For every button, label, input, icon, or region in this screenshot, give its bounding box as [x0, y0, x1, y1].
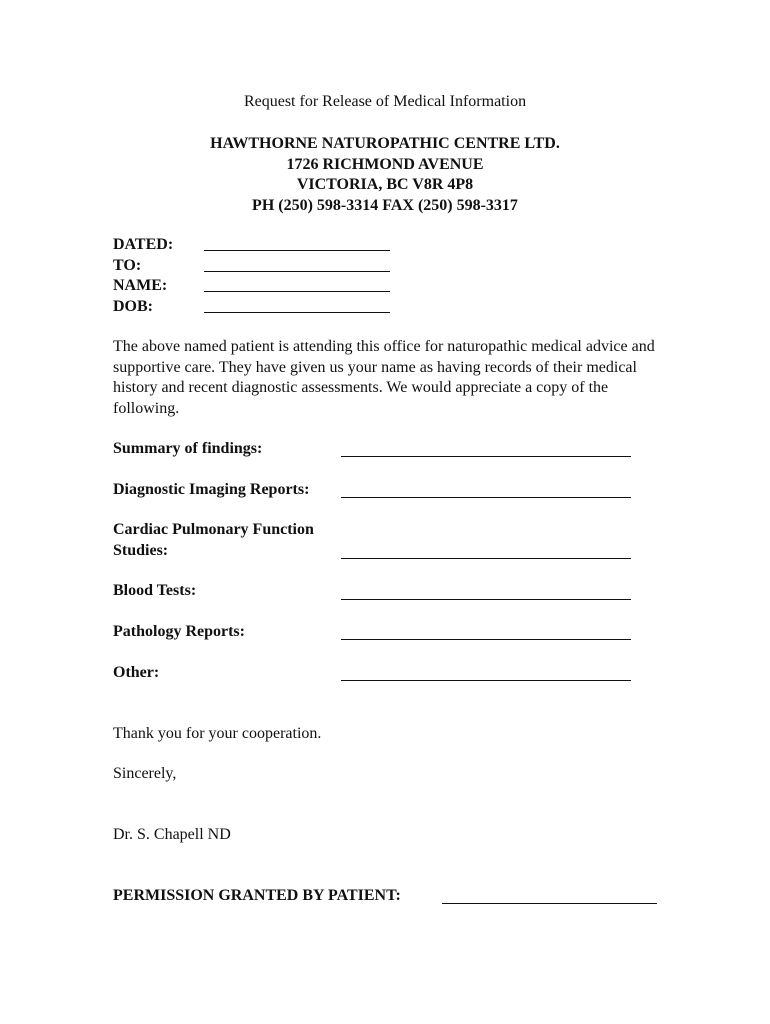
to-blank[interactable]	[204, 271, 390, 272]
blood-label: Blood Tests:	[113, 582, 197, 599]
thanks-line: Thank you for your cooperation.	[113, 725, 322, 742]
summary-blank[interactable]	[341, 456, 631, 457]
imaging-blank[interactable]	[341, 497, 631, 498]
signature-name: Dr. S. Chapell ND	[113, 826, 231, 843]
name-row	[113, 276, 413, 297]
clinic-phone-fax: PH (250) 598-3314 FAX (250) 598-3317	[252, 196, 518, 214]
clinic-city: VICTORIA, BC V8R 4P8	[296, 176, 474, 194]
dob-label: DOB:	[113, 297, 153, 315]
to-row	[113, 256, 413, 277]
pathology-blank[interactable]	[341, 639, 631, 640]
other-blank[interactable]	[341, 680, 631, 681]
to-label: TO:	[113, 256, 142, 274]
name-blank[interactable]	[204, 291, 390, 292]
intro-paragraph: The above named patient is attending this office for naturopathic medical advice and supportive care. They have given us your name as having records of their medical history and recent diagnostic assessments. We would appreciate a copy of the following.	[113, 338, 655, 417]
name-label: NAME:	[113, 277, 168, 295]
summary-label: Summary of findings:	[113, 440, 263, 457]
sincerely-line: Sincerely,	[113, 765, 177, 782]
dob-row	[113, 297, 413, 318]
recipient-fields	[113, 235, 413, 317]
pathology-label: Pathology Reports:	[113, 623, 245, 640]
dated-blank[interactable]	[204, 250, 390, 251]
dob-blank[interactable]	[204, 312, 390, 313]
other-label: Other:	[113, 664, 160, 681]
clinic-name: HAWTHORNE NATUROPATHIC CENTRE LTD.	[210, 135, 560, 152]
imaging-label: Diagnostic Imaging Reports:	[113, 481, 310, 498]
permission-blank[interactable]	[442, 903, 657, 904]
document-title: Request for Release of Medical Information	[243, 93, 527, 110]
permission-label: PERMISSION GRANTED BY PATIENT:	[113, 887, 401, 904]
dated-row	[113, 235, 413, 256]
blood-blank[interactable]	[341, 599, 631, 600]
cardiac-label	[113, 520, 314, 561]
clinic-street: 1726 RICHMOND AVENUE	[286, 155, 484, 173]
cardiac-blank[interactable]	[341, 558, 631, 559]
clinic-header	[0, 134, 770, 216]
cardiac-label-line1: Cardiac Pulmonary Function	[113, 521, 314, 538]
cardiac-label-line2: Studies:	[113, 541, 169, 559]
dated-label: DATED:	[113, 236, 174, 253]
